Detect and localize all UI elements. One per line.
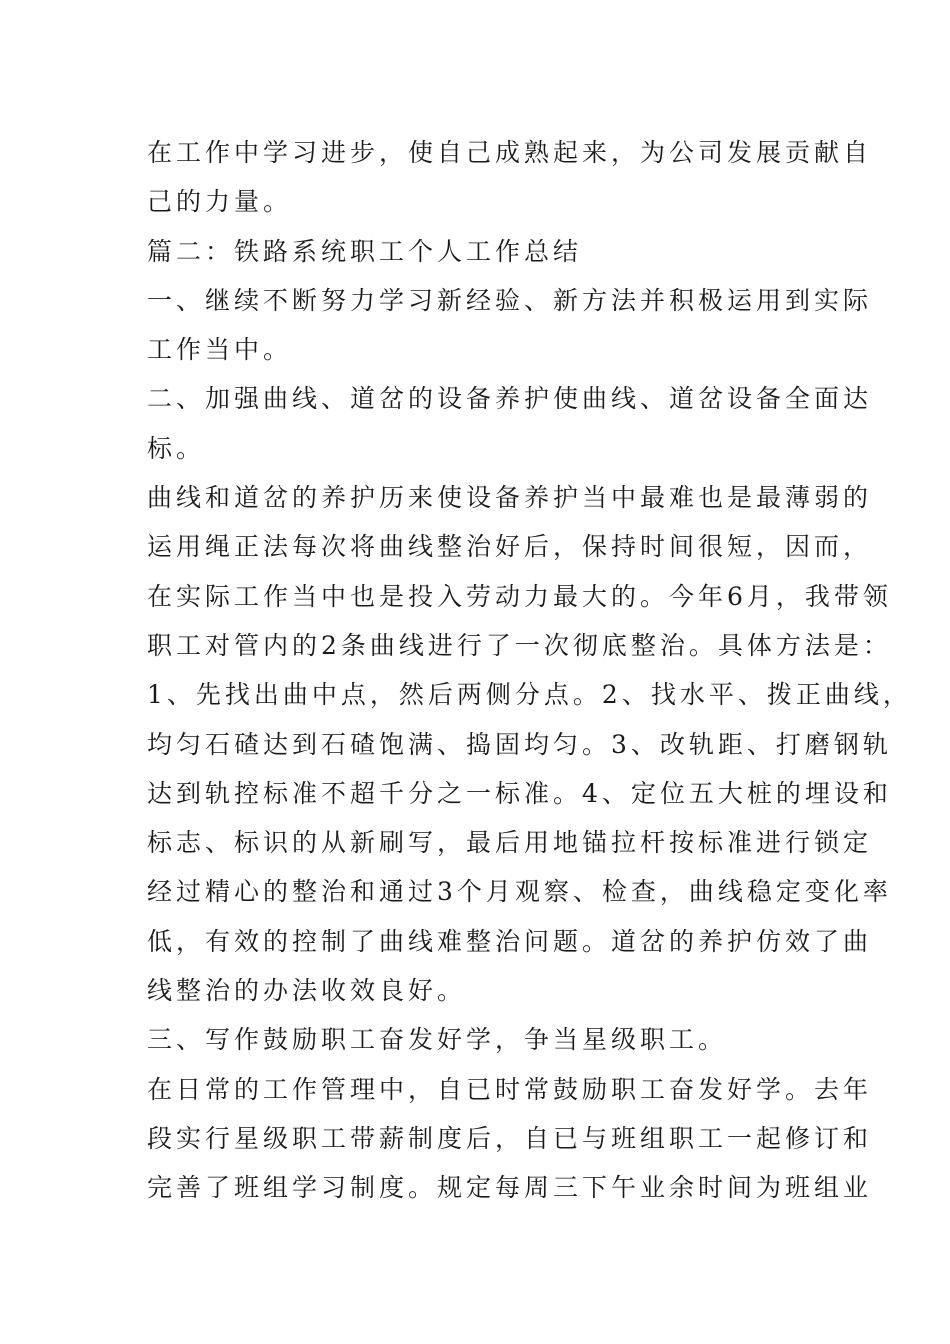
text-line: 段实行星级职工带薪制度后，自已与班组职工一起修订和: [147, 1123, 873, 1153]
text-line: 在工作中学习进步，使自己成熟起来，为公司发展贡献自: [147, 138, 873, 167]
text-line: 低，有效的控制了曲线难整治问题。道岔的养护仿效了曲: [147, 926, 873, 956]
text-line: 均匀石碴达到石碴饱满、捣固均匀。3、改轨距、打磨钢轨: [147, 729, 892, 759]
text-line: 经过精心的整治和通过3个月观察、检查，曲线稳定变化率: [147, 877, 892, 907]
text-line: 工作当中。: [147, 335, 293, 365]
text-line: 曲线和道岔的养护历来使设备养护当中最难也是最薄弱的: [147, 483, 873, 513]
text-line: 1、先找出曲中点，然后两侧分点。2、找水平、拨正曲线，: [147, 680, 912, 710]
text-line: 标志、标识的从新刷写，最后用地锚拉杆按标准进行锁定: [147, 828, 873, 858]
text-line: 三、写作鼓励职工奋发好学，争当星级职工。: [147, 1025, 728, 1055]
text-line: 标。: [147, 433, 206, 463]
text-line: 己的力量。: [147, 187, 293, 217]
text-line: 达到轨控标准不超千分之一标准。4、定位五大桩的埋设和: [147, 778, 892, 808]
text-line: 二、加强曲线、道岔的设备养护使曲线、道岔设备全面达: [147, 384, 873, 414]
text-line: 在日常的工作管理中，自已时常鼓励职工奋发好学。去年: [147, 1074, 873, 1104]
text-line: 职工对管内的2条曲线进行了一次彻底整治。具体方法是：: [147, 630, 892, 660]
text-line: 一、继续不断努力学习新经验、新方法并积极运用到实际: [147, 285, 873, 315]
text-line: 在实际工作当中也是投入劳动力最大的。今年6月，我带领: [147, 581, 892, 611]
text-line: 运用绳正法每次将曲线整治好后，保持时间很短，因而，: [147, 532, 873, 562]
text-line: 线整治的办法收效良好。: [147, 976, 467, 1006]
section-heading: 篇二：铁路系统职工个人工作总结: [147, 236, 583, 266]
text-line: 完善了班组学习制度。规定每周三下午业余时间为班组业: [147, 1173, 873, 1203]
document-body: [147, 128, 912, 1213]
